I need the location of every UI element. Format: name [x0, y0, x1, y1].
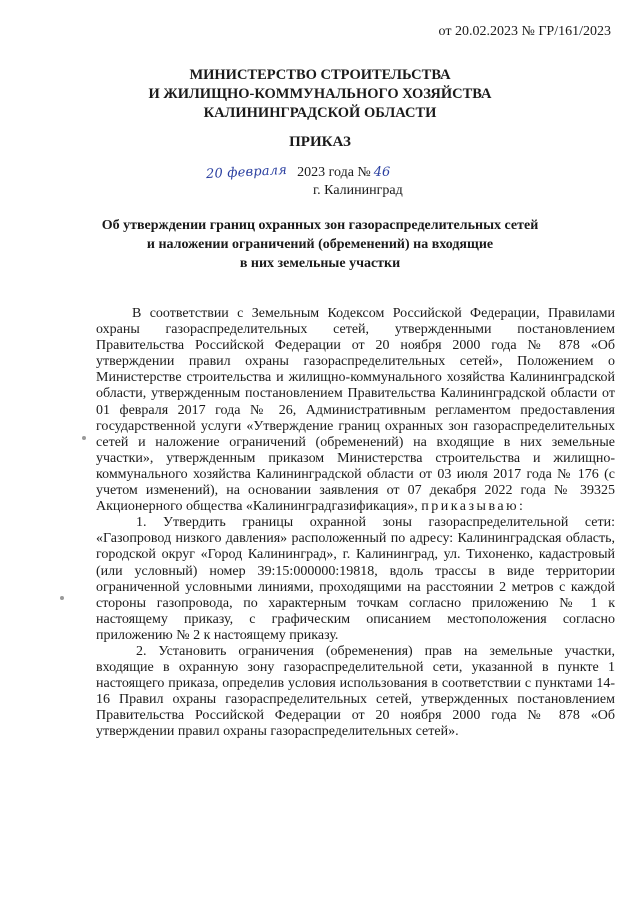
order-year-text: 2023 года № — [297, 165, 371, 180]
order-date-line — [205, 162, 391, 183]
scan-dot-mark — [82, 436, 86, 440]
order-title: ПРИКАЗ — [289, 134, 351, 150]
ministry-line-3: КАЛИНИНГРАДСКОЙ ОБЛАСТИ — [203, 105, 437, 121]
order-item-1: 1. Утвердить границы охранной зоны газораспределительной сети: «Газопровод низкого давления» расположенный по адресу: Калининградская область, городской округ «Город Калининград», г. Калининград, ул. Тихоненко, кадастровый (или условный) номер 39:15:000000:19818, вдоль трассы в виде территории ограниченной условными линиями, проходящими на расстоянии 2 метров с каждой стороны газопровода, по характерным точкам согласно приложению № 1 к настоящему приказу, с графическим описанием местоположения согласно приложению № 2 к настоящему приказу. — [96, 515, 615, 643]
ministry-name — [0, 66, 640, 123]
ministry-line-1: МИНИСТЕРСТВО СТРОИТЕЛЬСТВА — [189, 67, 451, 83]
order-subject — [0, 216, 640, 273]
handwritten-date: 20 февраля — [205, 162, 288, 183]
subject-line-2: и наложении ограничений (обременений) на входящие — [146, 237, 494, 252]
order-word: приказываю: — [421, 499, 526, 515]
scan-dot-mark — [60, 596, 64, 600]
order-body — [96, 306, 615, 741]
handwritten-number: 46 — [373, 165, 391, 180]
subject-line-1: Об утверждении границ охранных зон газораспределительных сетей — [101, 218, 539, 233]
order-item-2: 2. Установить ограничения (обременения) прав на земельные участки, входящие в охранную зону газораспределительной сети, указанной в пункте 1 настоящего приказа, определив условия использования в соответствии с пунктами 14-16 Правил охраны газораспределительных сетей, утвержденных постановлением Правительства Российской Федерации от 20 ноября 2000 года № 878 «Об утверждении правил охраны газораспределительных сетей». — [96, 643, 615, 740]
preamble-paragraph — [96, 306, 615, 515]
ministry-line-2: И ЖИЛИЩНО-КОММУНАЛЬНОГО ХОЗЯЙСТВА — [148, 86, 492, 102]
order-city: г. Калининград — [313, 183, 403, 198]
subject-line-3: в них земельные участки — [239, 256, 401, 271]
preamble-text: В соответствии с Земельным Кодексом Российской Федерации, Правилами охраны газораспределительных сетей, утвержденными постановлением Правительства Российской Федерации от 20 ноября 2000 года № 878 «Об утверждении правил охраны газораспределительных сетей», Положением о Министерстве строительства и жилищно-коммунального хозяйства Калининградской области, утвержденным постановлением Правительства Калининградской области от 01 февраля 2017 года № 26, Административным регламентом предоставления государственной услуги «Утверждение границ охранных зон газораспределительных сетей и наложение ограничений (обременений) на входящие в них земельные участки», утвержденным приказом Министерства строительства и жилищно-коммунального хозяйства Калининградской области от 03 июля 2017 года № 176 (с учетом изменений), на основании заявления от 07 декабря 2022 года № 39325 Акционерного общества «Калининградгазификация», — [96, 306, 615, 515]
document-reference: от 20.02.2023 № ГР/161/2023 — [438, 24, 611, 39]
